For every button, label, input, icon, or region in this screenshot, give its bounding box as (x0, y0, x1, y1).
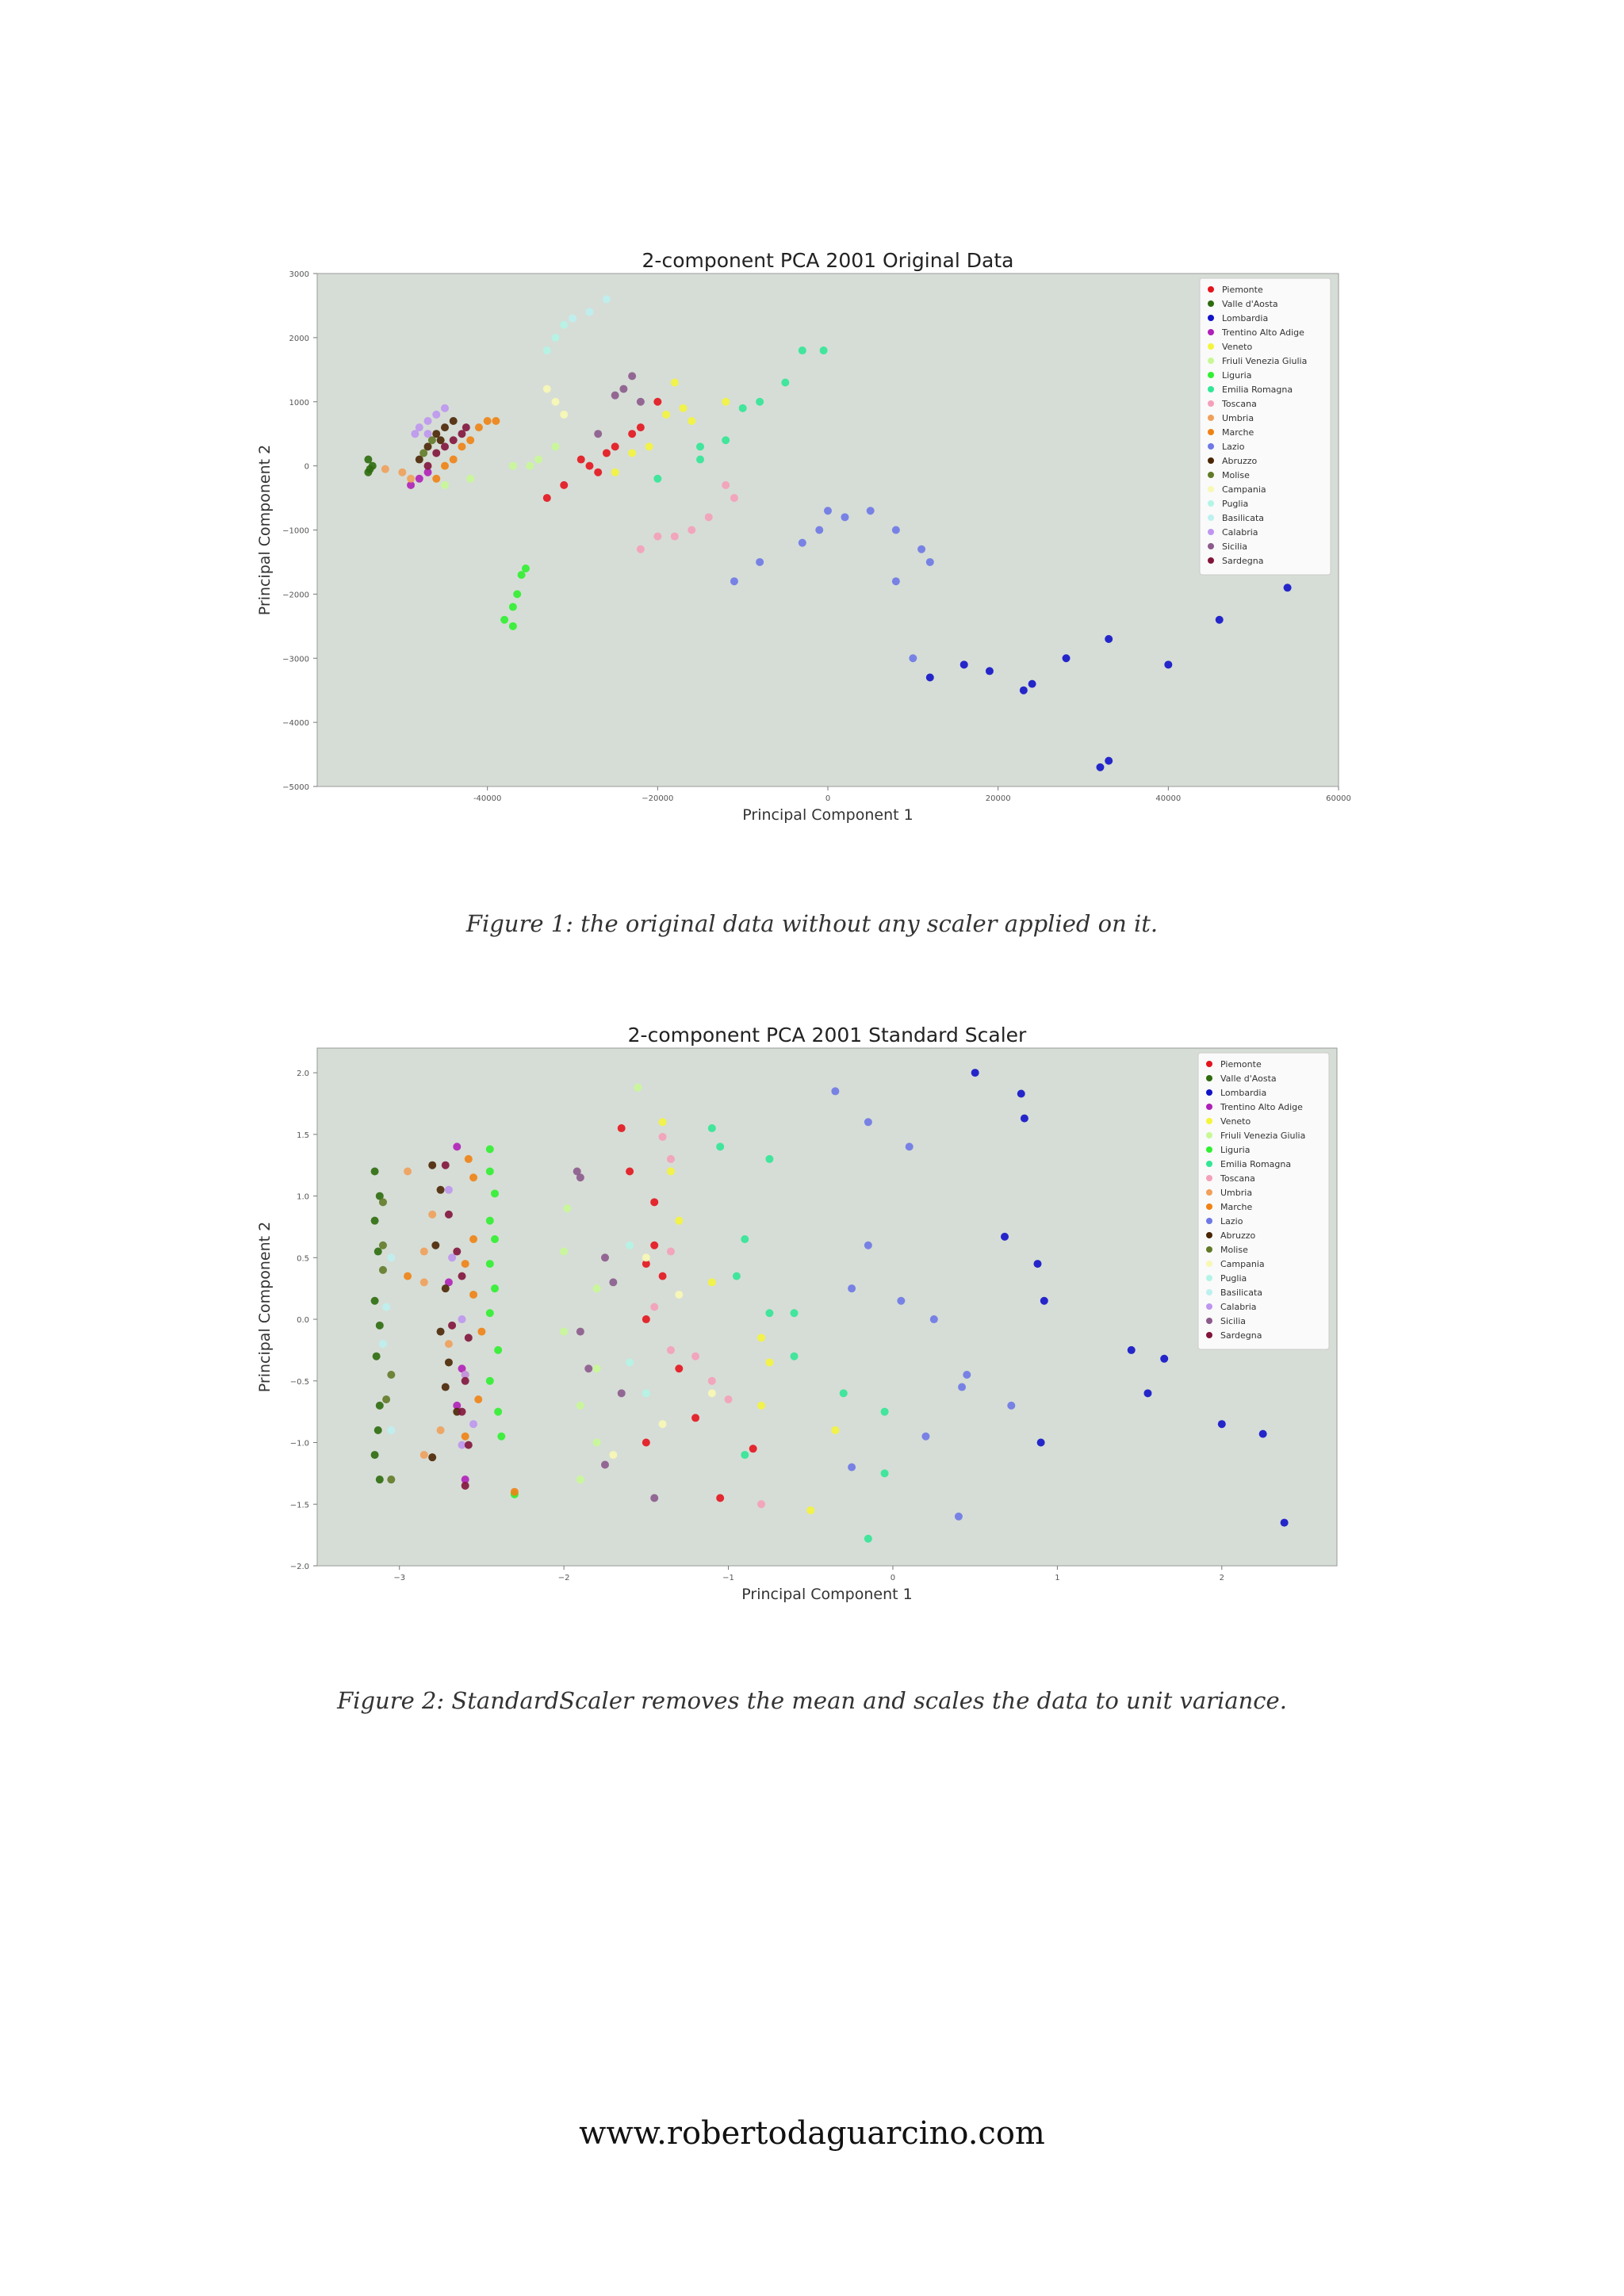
point-valle-d-aosta (374, 1426, 382, 1434)
legend-label: Veneto (1220, 1116, 1251, 1127)
point-veneto (757, 1334, 765, 1341)
x-tick-label: 0 (825, 794, 831, 803)
legend-label: Lombardia (1220, 1088, 1267, 1098)
point-lombardia (1281, 1519, 1289, 1527)
point-emilia-romagna (741, 1451, 749, 1459)
point-veneto (806, 1506, 814, 1514)
legend-label: Marche (1220, 1202, 1253, 1212)
legend-label: Emilia Romagna (1220, 1159, 1292, 1169)
point-emilia-romagna (741, 1235, 749, 1243)
point-liguria (491, 1189, 499, 1197)
point-toscana (708, 1377, 716, 1385)
x-tick-label: 40000 (1155, 794, 1182, 803)
point-molise (379, 1242, 387, 1249)
point-molise (379, 1266, 387, 1274)
point-veneto (831, 1426, 839, 1434)
point-abruzzo (442, 1284, 450, 1292)
point-emilia-romagna (733, 1272, 741, 1280)
point-liguria (491, 1235, 499, 1243)
point-molise (387, 1475, 395, 1483)
point-piemonte (691, 1414, 699, 1422)
legend-label: Sardegna (1220, 1330, 1262, 1341)
point-liguria (494, 1408, 502, 1416)
point-basilicata (379, 1340, 387, 1348)
y-tick-label: −0.5 (289, 1377, 309, 1387)
point-liguria (486, 1260, 494, 1268)
legend-label: Campania (1220, 1259, 1265, 1269)
point-veneto (675, 1217, 683, 1225)
point-veneto (659, 1118, 667, 1126)
legend-label: Basilicata (1222, 513, 1265, 523)
legend-label: Emilia Romagna (1222, 385, 1293, 395)
point-lombardia (971, 1069, 979, 1077)
y-tick-label: −4000 (282, 719, 309, 729)
y-tick-label: 0 (304, 462, 309, 472)
legend-marker (1206, 1275, 1212, 1281)
point-valle-d-aosta (371, 1217, 379, 1225)
point-sardegna (465, 1441, 473, 1449)
point-lombardia (1037, 1439, 1045, 1447)
x-tick-label: 2 (1219, 1574, 1224, 1582)
point-liguria (486, 1309, 494, 1317)
point-lazio (955, 1513, 963, 1521)
point-toscana (757, 1500, 765, 1508)
legend-marker (1206, 1189, 1212, 1196)
point-abruzzo (437, 1328, 445, 1336)
y-tick-label: 1000 (289, 398, 309, 408)
chart-title: 2-component PCA 2001 Standard Scaler (627, 1024, 1027, 1047)
point-marche (469, 1291, 477, 1299)
plot-area (317, 1048, 1337, 1566)
point-lombardia (1040, 1297, 1048, 1305)
point-valle-d-aosta (376, 1322, 384, 1330)
y-tick-label: −3000 (282, 655, 309, 664)
y-tick-label: 2000 (289, 334, 309, 343)
point-sardegna (445, 1211, 453, 1219)
point-sardegna (458, 1408, 466, 1416)
point-molise (382, 1395, 390, 1403)
point-umbria (404, 1167, 412, 1175)
point-emilia-romagna (791, 1353, 799, 1360)
point-campania (642, 1253, 650, 1261)
point-lombardia (1160, 1355, 1168, 1363)
point-trentino-alto-adige (453, 1142, 461, 1150)
point-lombardia (1259, 1430, 1267, 1438)
point-piemonte (618, 1124, 626, 1132)
legend-marker (1206, 1175, 1212, 1181)
point-friuli-venezia-giulia (560, 1328, 568, 1336)
figure-2-caption: Figure 2: StandardScaler removes the mean and scales the data to unit variance. (337, 1687, 1287, 1714)
point-lazio (848, 1284, 856, 1292)
point-lazio (930, 1315, 938, 1323)
x-tick-label: 0 (890, 1574, 896, 1582)
point-emilia-romagna (881, 1408, 889, 1416)
legend-label: Sicilia (1220, 1316, 1246, 1326)
point-emilia-romagna (881, 1469, 889, 1477)
legend-label: Piemonte (1220, 1059, 1262, 1070)
x-axis-label: Principal Component 1 (742, 806, 914, 824)
point-umbria (420, 1248, 428, 1256)
point-abruzzo (428, 1161, 436, 1169)
point-umbria (437, 1426, 445, 1434)
point-liguria (486, 1377, 494, 1385)
point-sardegna (453, 1248, 461, 1256)
point-sardegna (442, 1161, 450, 1169)
x-tick-label: −1 (722, 1574, 734, 1582)
point-friuli-venezia-giulia (634, 1084, 642, 1092)
legend-label: Basilicata (1220, 1288, 1263, 1298)
x-tick-label: −20000 (642, 794, 674, 803)
point-friuli-venezia-giulia (563, 1204, 571, 1212)
point-friuli-venezia-giulia (576, 1402, 584, 1410)
point-friuli-venezia-giulia (593, 1439, 601, 1447)
point-lazio (848, 1464, 856, 1471)
y-tick-label: −1.5 (289, 1501, 309, 1510)
y-tick-label: −5000 (282, 783, 309, 792)
y-tick-label: 1.5 (297, 1131, 309, 1140)
legend-label: Toscana (1220, 1173, 1255, 1184)
chart-title: 2-component PCA 2001 Original Data (642, 249, 1014, 272)
legend-label: Puglia (1220, 1273, 1247, 1284)
point-emilia-romagna (716, 1142, 724, 1150)
legend-marker (1206, 1161, 1212, 1167)
point-abruzzo (442, 1383, 450, 1391)
y-axis-label: Principal Component 2 (256, 444, 274, 616)
point-emilia-romagna (791, 1309, 799, 1317)
legend-marker (1206, 1075, 1212, 1081)
legend-marker (1206, 1104, 1212, 1110)
legend-marker (1206, 1232, 1212, 1238)
point-liguria (486, 1217, 494, 1225)
point-lazio (906, 1142, 914, 1150)
point-toscana (659, 1133, 667, 1141)
point-sardegna (465, 1334, 473, 1341)
point-lazio (1007, 1402, 1015, 1410)
point-toscana (667, 1346, 675, 1354)
point-piemonte (642, 1439, 650, 1447)
legend-marker (1206, 1289, 1212, 1295)
legend-label: Lazio (1222, 442, 1245, 452)
y-axis-label: Principal Component 2 (256, 1221, 274, 1393)
point-marche (465, 1155, 473, 1163)
x-tick-label: −2 (557, 1574, 570, 1582)
point-sicilia (618, 1389, 626, 1397)
point-campania (609, 1451, 617, 1459)
legend-label: Lombardia (1222, 313, 1269, 323)
y-tick-label: 0.0 (297, 1316, 309, 1326)
point-sicilia (576, 1328, 584, 1336)
point-sicilia (584, 1364, 592, 1372)
point-puglia (642, 1389, 650, 1397)
x-tick-label: 1 (1055, 1574, 1060, 1582)
point-piemonte (659, 1272, 667, 1280)
point-sardegna (462, 1482, 469, 1490)
point-valle-d-aosta (376, 1402, 384, 1410)
point-lazio (963, 1371, 971, 1379)
legend-marker (1206, 1332, 1212, 1338)
y-tick-label: 1.0 (297, 1192, 309, 1202)
point-veneto (708, 1278, 716, 1286)
point-lombardia (1017, 1090, 1025, 1098)
point-valle-d-aosta (371, 1297, 379, 1305)
legend-marker (1206, 1246, 1212, 1253)
legend-label: Campania (1222, 484, 1266, 495)
y-tick-label: 2.0 (297, 1070, 309, 1079)
legend-label: Valle d'Aosta (1220, 1073, 1277, 1084)
point-lombardia (1033, 1260, 1041, 1268)
point-molise (379, 1198, 387, 1206)
point-veneto (757, 1402, 765, 1410)
point-sicilia (576, 1173, 584, 1181)
point-umbria (420, 1451, 428, 1459)
point-friuli-venezia-giulia (560, 1248, 568, 1256)
point-veneto (765, 1358, 773, 1366)
point-puglia (626, 1358, 634, 1366)
point-emilia-romagna (840, 1389, 848, 1397)
point-sicilia (650, 1494, 658, 1502)
legend-label: Calabria (1222, 527, 1258, 538)
point-marche (477, 1328, 485, 1336)
point-molise (387, 1371, 395, 1379)
legend-label: Umbria (1220, 1188, 1253, 1198)
legend-label: Veneto (1222, 342, 1253, 352)
point-lazio (864, 1118, 872, 1126)
y-tick-label: −2.0 (289, 1563, 309, 1571)
x-axis-label: Principal Component 1 (741, 1586, 913, 1603)
point-liguria (497, 1433, 505, 1441)
point-campania (708, 1389, 716, 1397)
point-lombardia (1143, 1389, 1151, 1397)
legend-marker (1206, 1218, 1212, 1224)
legend-label: Liguria (1222, 370, 1252, 381)
legend-marker (1206, 1261, 1212, 1267)
point-lombardia (1021, 1115, 1028, 1123)
point-sicilia (609, 1278, 617, 1286)
y-tick-label: −2000 (282, 591, 309, 600)
point-basilicata (382, 1303, 390, 1311)
point-lombardia (1001, 1233, 1009, 1241)
point-calabria (469, 1420, 477, 1428)
legend-label: Sicilia (1222, 541, 1247, 552)
legend-marker (1206, 1318, 1212, 1324)
point-toscana (667, 1248, 675, 1256)
legend-label: Friuli Venezia Giulia (1222, 356, 1308, 366)
point-marche (404, 1272, 412, 1280)
point-abruzzo (437, 1186, 445, 1194)
point-piemonte (626, 1167, 634, 1175)
figure-1-caption: Figure 1: the original data without any scaler applied on it. (465, 910, 1159, 937)
legend-label: Toscana (1222, 399, 1257, 409)
point-lazio (921, 1433, 929, 1441)
point-calabria (445, 1186, 453, 1194)
point-valle-d-aosta (371, 1451, 379, 1459)
legend-label: Lazio (1220, 1216, 1243, 1226)
point-sardegna (458, 1272, 466, 1280)
legend-marker (1206, 1203, 1212, 1210)
legend-label: Liguria (1220, 1145, 1251, 1155)
point-liguria (491, 1284, 499, 1292)
point-marche (462, 1260, 469, 1268)
point-calabria (448, 1253, 456, 1261)
legend-label: Abruzzo (1220, 1230, 1256, 1241)
y-tick-label: −1000 (282, 526, 309, 536)
point-puglia (626, 1242, 634, 1249)
point-liguria (486, 1167, 494, 1175)
point-lombardia (1218, 1420, 1226, 1428)
point-abruzzo (445, 1358, 453, 1366)
point-friuli-venezia-giulia (593, 1364, 601, 1372)
legend-label: Friuli Venezia Giulia (1220, 1131, 1306, 1141)
legend-label: Sardegna (1222, 556, 1264, 566)
x-tick-label: 20000 (985, 794, 1011, 803)
legend-label: Umbria (1222, 413, 1254, 423)
x-tick-label: 60000 (1326, 794, 1351, 803)
legend-marker (1206, 1118, 1212, 1124)
legend-label: Trentino Alto Adige (1220, 1102, 1303, 1112)
point-sardegna (448, 1322, 456, 1330)
point-umbria (420, 1278, 428, 1286)
point-piemonte (675, 1364, 683, 1372)
y-tick-label: 3000 (289, 270, 309, 279)
point-marche (511, 1488, 519, 1496)
point-veneto (667, 1167, 675, 1175)
point-marche (469, 1235, 477, 1243)
point-lazio (897, 1297, 905, 1305)
point-toscana (667, 1155, 675, 1163)
legend-label: Abruzzo (1222, 456, 1258, 466)
legend-label: Marche (1222, 427, 1254, 438)
point-basilicata (387, 1253, 395, 1261)
legend-marker (1206, 1303, 1212, 1310)
point-piemonte (749, 1445, 757, 1452)
point-emilia-romagna (765, 1155, 773, 1163)
point-sardegna (462, 1377, 469, 1385)
point-lazio (864, 1242, 872, 1249)
point-marche (469, 1173, 477, 1181)
point-liguria (486, 1145, 494, 1153)
legend-label: Trentino Alto Adige (1222, 327, 1304, 338)
point-emilia-romagna (765, 1309, 773, 1317)
legend-label: Molise (1220, 1245, 1248, 1255)
legend-marker (1206, 1089, 1212, 1096)
point-lombardia (1128, 1346, 1136, 1354)
point-valle-d-aosta (373, 1353, 381, 1360)
legend-label: Piemonte (1222, 285, 1263, 295)
point-sicilia (601, 1253, 609, 1261)
legend-label: Calabria (1220, 1302, 1257, 1312)
point-toscana (725, 1395, 733, 1403)
point-campania (675, 1291, 683, 1299)
point-umbria (445, 1340, 453, 1348)
legend-label: Molise (1222, 470, 1250, 480)
point-piemonte (642, 1315, 650, 1323)
point-friuli-venezia-giulia (593, 1284, 601, 1292)
point-piemonte (716, 1494, 724, 1502)
point-emilia-romagna (864, 1535, 872, 1543)
legend-marker (1206, 1132, 1212, 1138)
point-calabria (458, 1315, 466, 1323)
point-umbria (428, 1211, 436, 1219)
point-toscana (650, 1303, 658, 1311)
point-marche (474, 1395, 482, 1403)
legend-marker (1206, 1061, 1212, 1067)
point-valle-d-aosta (374, 1248, 382, 1256)
legend-marker (1206, 1146, 1212, 1153)
y-tick-label: 0.5 (297, 1254, 309, 1264)
point-piemonte (650, 1242, 658, 1249)
point-abruzzo (431, 1242, 439, 1249)
legend-label: Puglia (1222, 499, 1249, 509)
point-lazio (831, 1087, 839, 1095)
point-emilia-romagna (708, 1124, 716, 1132)
point-abruzzo (428, 1453, 436, 1461)
point-marche (462, 1433, 469, 1441)
point-valle-d-aosta (376, 1475, 384, 1483)
point-piemonte (650, 1198, 658, 1206)
footer-url: www.robertodaguarcino.com (579, 2115, 1045, 2152)
point-lazio (958, 1383, 966, 1391)
point-valle-d-aosta (371, 1167, 379, 1175)
point-friuli-venezia-giulia (576, 1475, 584, 1483)
point-toscana (691, 1353, 699, 1360)
x-tick-label: -40000 (473, 794, 502, 803)
point-campania (659, 1420, 667, 1428)
legend-label: Valle d'Aosta (1222, 299, 1278, 309)
y-tick-label: −1.0 (289, 1439, 309, 1448)
point-liguria (494, 1346, 502, 1354)
point-basilicata (387, 1426, 395, 1434)
point-sicilia (601, 1461, 609, 1469)
x-tick-label: −3 (393, 1574, 406, 1582)
